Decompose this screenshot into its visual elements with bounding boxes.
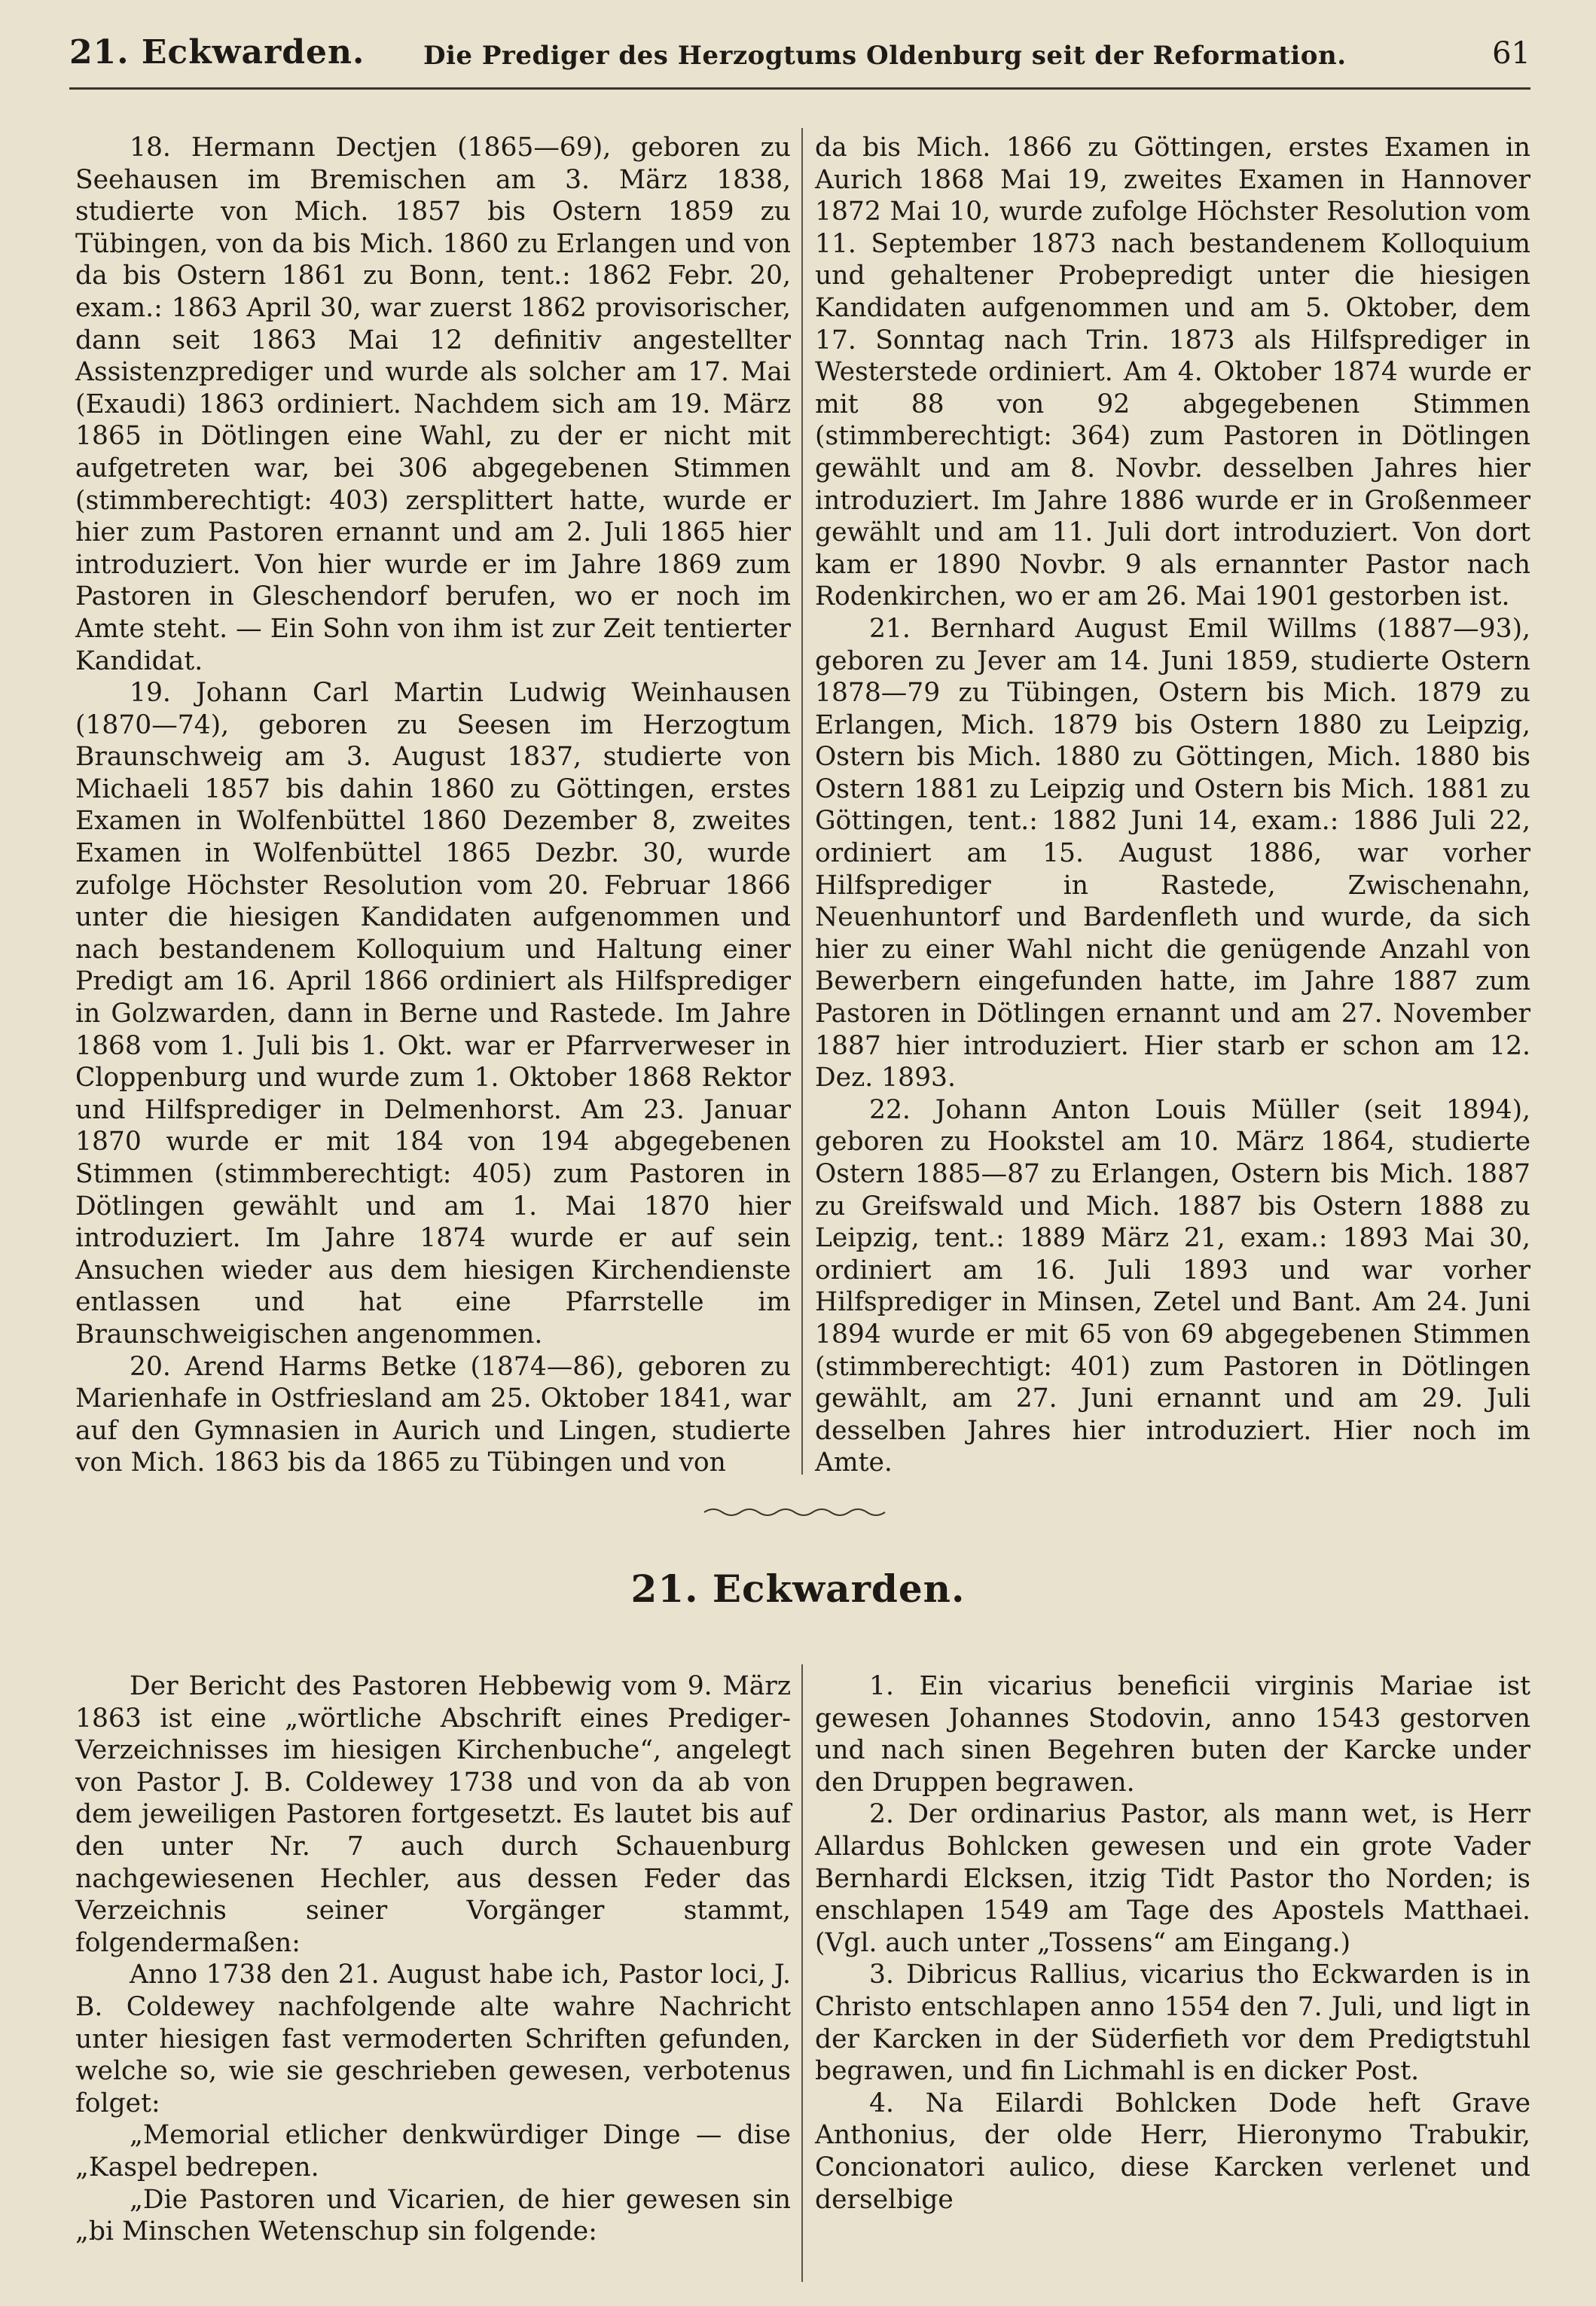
paragraph-report-intro: Der Bericht des Pastoren Hebbewig vom 9. März 1863 ist eine „wörtliche Abschrift eines Prediger-Verzeichnisses im hiesigen Kirchenbuche“, angelegt von Pastor J. B. Coldewey 1738 und von da ab von dem jeweiligen Pastoren fortgesetzt. Es lautet bis auf den unter Nr. 7 auch durch Schauenburg nachgewiesenen Hechler, aus dessen Feder das Verzeichnis seiner Vorgänger stammt, folgendermaßen: bbox=[75, 1671, 791, 1958]
paragraph-entry-4: 4. Na Eilardi Bohlcken Dode heft Grave Anthonius, der olde Herr, Hieronymo Trabukir, Concionatori aulico, diese Karcken verlenet und derselbige bbox=[815, 2088, 1530, 2215]
header-section-label: 21. Eckwarden. bbox=[69, 33, 365, 72]
paragraph-entry-2: 2. Der ordinarius Pastor, als mann wet, is Herr Allardus Bohlcken gewesen und ein grote Vader Bernhardi Elcksen, itzig Tidt Pastor tho Norden; is enschlapen 1549 am Tage des Apostels Matthaei. (Vgl. auch unter „Tossens“ am Eingang.) bbox=[815, 1799, 1530, 1958]
paragraph-pastor-19: 19. Johann Carl Martin Ludwig Weinhausen (1870—74), geboren zu Seesen im Herzogtum Braunschweig am 3. August 1837, studierte von Michaeli 1857 bis dahin 1860 zu Göttingen, erstes Examen in Wolfenbüttel 1860 Dezember 8, zweites Examen in Wolfenbüttel 1865 Dezbr. 30, wurde zufolge Höchster Resolution vom 20. Februar 1866 unter die hiesigen Kandidaten aufgenommen und nach bestandenem Kolloquium und Haltung einer Predigt am 16. April 1866 ordiniert als Hilfsprediger in Golzwarden, dann in Berne und Rastede. Im Jahre 1868 vom 1. Juli bis 1. Okt. war er Pfarrverweser in Cloppenburg und wurde zum 1. Oktober 1868 Rektor und Hilfsprediger in Delmenhorst. Am 23. Januar 1870 wurde er mit 184 von 194 abgegebenen Stimmen (stimmberechtigt: 405) zum Pastoren in Dötlingen gewählt und am 1. Mai 1870 hier introduziert. Im Jahre 1874 wurde er auf sein Ansuchen wieder aus dem hiesigen Kirchendienste entlassen und hat eine Pfarrstelle im Braunschweigischen angenommen. bbox=[75, 678, 791, 1350]
running-header bbox=[69, 33, 1530, 86]
paragraph-pastoren-vicarien: „Die Pastoren und Vicarien, de hier gewesen sin „bi Minschen Wetenschup sin folgende: bbox=[75, 2184, 791, 2247]
header-book-title: Die Prediger des Herzogtums Oldenburg seit der Reformation. bbox=[423, 41, 1347, 71]
lower-right-column bbox=[815, 1670, 1530, 2216]
paragraph-entry-3: 3. Dibricus Rallius, vicarius tho Eckwarden is in Christo entschlapen anno 1554 den 7. Juli, und ligt in der Karcken in der Süderfieth vor dem Predigtstuhl begrawen, und fin Lichmahl is en dicker Post. bbox=[815, 1960, 1530, 2087]
paragraph-pastor-21: 21. Bernhard August Emil Willms (1887—93), geboren zu Jever am 14. Juni 1859, studierte Ostern 1878—79 zu Tübingen, Ostern bis Mich. 1879 zu Erlangen, Mich. 1879 bis Ostern 1880 zu Leipzig, Ostern bis Mich. 1880 zu Göttingen, Mich. 1880 bis Ostern 1881 zu Leipzig und Ostern bis Mich. 1881 zu Göttingen, tent.: 1882 Juni 14, exam.: 1886 Juli 22, ordiniert am 15. August 1886, war vorher Hilfsprediger in Rastede, Zwischenahn, Neuenhuntorf und Bardenfleth und wurde, da sich hier zu einer Wahl nicht die genügende Anzahl von Bewerbern eingefunden hatte, im Jahre 1887 zum Pastoren in Dötlingen ernannt und am 27. November 1887 hier introduziert. Hier starb er schon am 12. Dez. 1893. bbox=[815, 613, 1530, 1094]
paragraph-pastor-20-continued: da bis Mich. 1866 zu Göttingen, erstes Examen in Aurich 1868 Mai 19, zweites Examen in Hannover 1872 Mai 10, wurde zufolge Höchster Resolution vom 11. September 1873 nach bestandenem Kolloquium und gehaltener Probepredigt unter die hiesigen Kandidaten aufgenommen und am 5. Oktober, dem 17. Sonntag nach Trin. 1873 als Hilfsprediger in Westerstede ordiniert. Am 4. Oktober 1874 wurde er mit 88 von 92 abgegebenen Stimmen (stimmberechtigt: 364) zum Pastoren in Dötlingen gewählt und am 8. Novbr. desselben Jahres hier introduziert. Im Jahre 1886 wurde er in Großenmeer gewählt und am 11. Juli dort introduziert. Von dort kam er 1890 Novbr. 9 als ernannter Pastor nach Rodenkirchen, wo er am 26. Mai 1901 gestorben ist. bbox=[815, 133, 1530, 612]
upper-right-column bbox=[815, 132, 1530, 1479]
paragraph-memorial: „Memorial etlicher denkwürdiger Dinge — dise „Kaspel bedrepen. bbox=[75, 2120, 791, 2182]
ornamental-separator bbox=[700, 1505, 889, 1520]
page-number: 61 bbox=[1492, 36, 1530, 71]
paragraph-pastor-20: 20. Arend Harms Betke (1874—86), geboren zu Marienhafe in Ostfriesland am 25. Oktober 1841, war auf den Gymnasien in Aurich und Lingen, studierte von Mich. 1863 bis da 1865 zu Tübingen und von bbox=[75, 1351, 791, 1478]
paragraph-pastor-18: 18. Hermann Dectjen (1865—69), geboren zu Seehausen im Bremischen am 3. März 1838, studierte von Mich. 1857 bis Ostern 1859 zu Tübingen, von da bis Mich. 1860 zu Erlangen und von da bis Ostern 1861 zu Bonn, tent.: 1862 Febr. 20, exam.: 1863 April 30, war zuerst 1862 provisorischer, dann seit 1863 Mai 12 definitiv angestellter Assistenzprediger und wurde als solcher am 17. Mai (Exaudi) 1863 ordiniert. Nachdem sich am 19. März 1865 in Dötlingen eine Wahl, zu der er nicht mit aufgetreten war, bei 306 abgegebenen Stimmen (stimmberechtigt: 403) zersplittert hatte, wurde er hier zum Pastoren ernannt und am 2. Juli 1865 hier introduziert. Von hier wurde er im Jahre 1869 zum Pastoren in Gleschendorf berufen, wo er noch im Amte steht. — Ein Sohn von ihm ist zur Zeit tentierter Kandidat. bbox=[75, 133, 791, 676]
column-divider-lower bbox=[801, 1664, 803, 2282]
paragraph-entry-1: 1. Ein vicarius beneficii virginis Mariae ist gewesen Johannes Stodovin, anno 1543 gestorven und nach sinen Begehren buten der Karcke under den Druppen begrawen. bbox=[815, 1671, 1530, 1798]
header-rule bbox=[69, 87, 1530, 90]
lower-left-column bbox=[75, 1670, 791, 2248]
column-divider-upper bbox=[801, 128, 803, 1475]
paragraph-anno-1738: Anno 1738 den 21. August habe ich, Pastor loci, J. B. Coldewey nachfolgende alte wahre Nachricht unter hiesigen fast vermoderten Schriften gefunden, welche so, wie sie geschrieben gewesen, verbotenus folget: bbox=[75, 1960, 791, 2118]
upper-left-column bbox=[75, 132, 791, 1479]
paragraph-pastor-22: 22. Johann Anton Louis Müller (seit 1894), geboren zu Hookstel am 10. März 1864, studierte Ostern 1885—87 zu Erlangen, Ostern bis Mich. 1887 zu Greifswald und Mich. 1887 bis Ostern 1888 zu Leipzig, tent.: 1889 März 21, exam.: 1893 Mai 30, ordiniert am 16. Juli 1893 und war vorher Hilfsprediger in Minsen, Zetel und Bant. Am 24. Juni 1894 wurde er mit 65 von 69 abgegebenen Stimmen (stimmberechtigt: 401) zum Pastoren in Dötlingen gewählt, am 27. Juni ernannt und am 29. Juli desselben Jahres hier introduziert. Hier noch im Amte. bbox=[815, 1094, 1530, 1478]
section-title: 21. Eckwarden. bbox=[630, 1566, 966, 1611]
